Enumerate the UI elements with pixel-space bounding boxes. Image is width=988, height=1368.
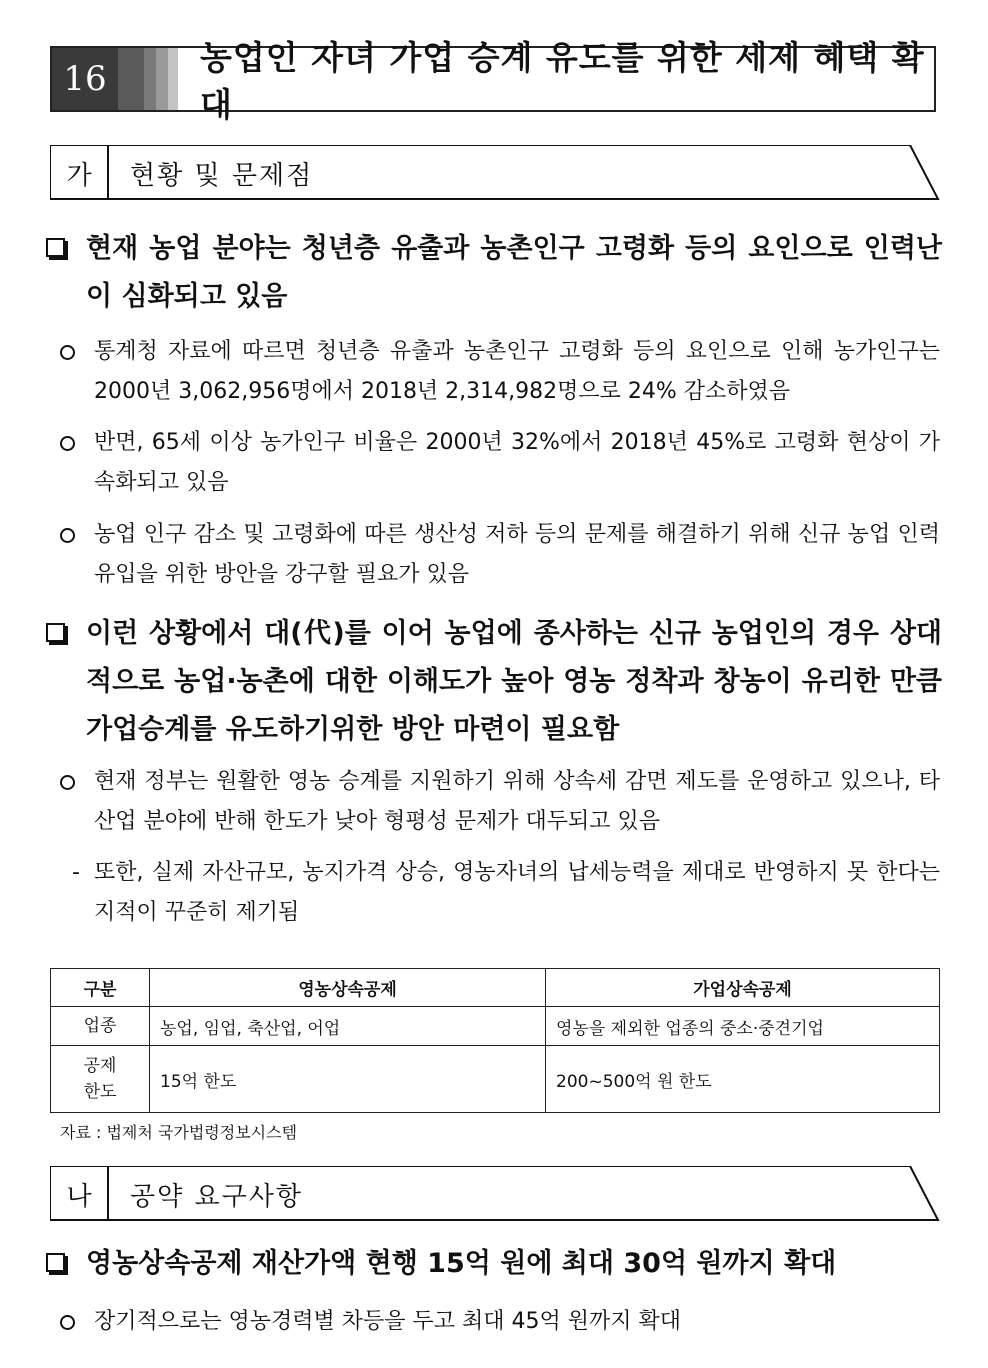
circle-item-5-text: 장기적으로는 영농경력별 차등을 두고 최대 45억 원까지 확대	[94, 1309, 681, 1334]
circle-item-1-text: 통계청 자료에 따르면 청년층 유출과 농촌인구 고령화 등의 요인으로 인해 농가인구는 2000년 3,062,956명에서 2018년 2,314,982명으로 24% 감소하였음	[94, 339, 940, 404]
circle-bullet-icon	[60, 528, 75, 543]
table-cell: 공제 한도	[51, 1046, 150, 1113]
table-source: 자료 : 법제처 국가법령정보시스템	[60, 1123, 298, 1142]
box-item-2	[44, 610, 942, 754]
circle-bullet-icon	[60, 436, 75, 451]
section-b-label: 나	[66, 1181, 92, 1212]
box-item-3	[44, 1240, 942, 1288]
dash-item-1	[72, 853, 940, 933]
table-cell: 업종	[51, 1007, 150, 1046]
circle-bullet-icon	[60, 1315, 75, 1330]
box-item-1-text: 현재 농업 분야는 청년층 유출과 농촌인구 고령화 등의 요인으로 인력난이 심화되고 있음	[86, 233, 942, 312]
table-header-cell: 영농상속공제	[150, 969, 546, 1007]
table-header-row	[51, 969, 940, 1007]
table-header-cell: 구분	[51, 969, 150, 1007]
table-row	[51, 1007, 940, 1046]
circle-item-4-text: 현재 정부는 원활한 영농 승계를 지원하기 위해 상속세 감면 제도를 운영하고 있으나, 타 산업 분야에 반해 한도가 낮아 형평성 문제가 대두되고 있음	[94, 769, 940, 834]
section-header-a	[50, 145, 940, 201]
title-gradient-bars	[118, 48, 178, 110]
comparison-table	[50, 968, 940, 1113]
section-a-label: 가	[66, 160, 92, 191]
circle-bullet-icon	[60, 345, 75, 360]
circle-item-4	[60, 762, 940, 842]
title-number: 16	[52, 48, 118, 110]
table-header-cell: 가업상속공제	[546, 969, 940, 1007]
table-cell: 농업, 임업, 축산업, 어업	[150, 1007, 546, 1046]
page-title: 농업인 자녀 가업 승계 유도를 위한 세제 혜택 확대	[200, 38, 925, 124]
dash-bullet: -	[72, 860, 80, 885]
title-banner	[50, 38, 936, 124]
circle-item-3	[60, 515, 940, 595]
table-cell: 영농을 제외한 업종의 중소·중견기업	[546, 1007, 940, 1046]
section-a-title: 현황 및 문제점	[130, 160, 314, 191]
table-cell: 200~500억 원 한도	[546, 1046, 940, 1113]
dash-item-1-text: 또한, 실제 자산규모, 농지가격 상승, 영농자녀의 납세능력을 제대로 반영하지 못 한다는 지적이 꾸준히 제기됨	[94, 860, 940, 925]
box-item-3-text: 영농상속공제 재산가액 현행 15억 원에 최대 30억 원까지 확대	[86, 1248, 837, 1279]
circle-item-5	[60, 1302, 940, 1342]
table-row	[51, 1046, 940, 1113]
checkbox-square-icon	[46, 623, 65, 642]
circle-item-2-text: 반면, 65세 이상 농가인구 비율은 2000년 32%에서 2018년 45%로 고령화 현상이 가속화되고 있음	[94, 430, 940, 495]
circle-item-3-text: 농업 인구 감소 및 고령화에 따른 생산성 저하 등의 문제를 해결하기 위해 신규 농업 인력 유입을 위한 방안을 강구할 필요가 있음	[94, 522, 940, 587]
circle-item-1	[60, 332, 940, 412]
section-b-title: 공약 요구사항	[130, 1181, 303, 1212]
section-header-b	[50, 1166, 940, 1222]
table-cell: 15억 한도	[150, 1046, 546, 1113]
checkbox-square-icon	[46, 238, 65, 257]
box-item-1	[44, 225, 942, 321]
circle-bullet-icon	[60, 775, 75, 790]
circle-item-2	[60, 423, 940, 503]
checkbox-square-icon	[46, 1253, 65, 1272]
box-item-2-text: 이런 상황에서 대(代)를 이어 농업에 종사하는 신규 농업인의 경우 상대적으로 농업·농촌에 대한 이해도가 높아 영농 정착과 창농이 유리한 만큼 가업승계를 유도하기위한 방안 마련이 필요함	[86, 618, 942, 745]
